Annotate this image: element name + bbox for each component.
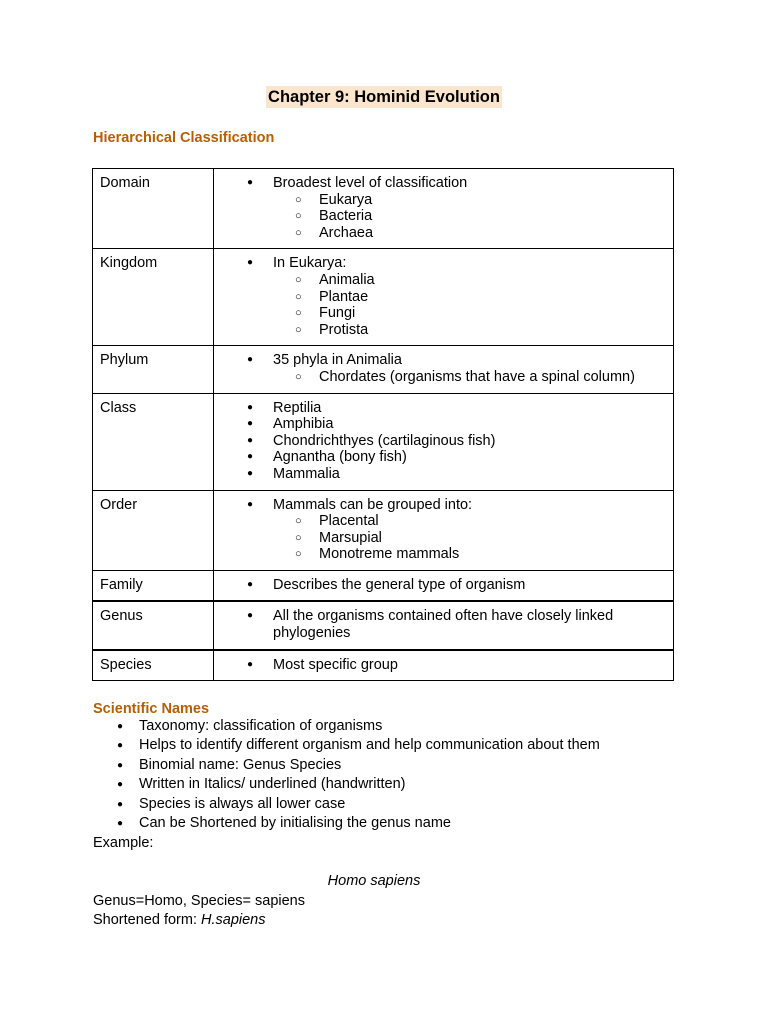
description-bullet-list — [221, 608, 673, 641]
description-bullet-list — [221, 352, 673, 385]
list-item — [266, 255, 673, 338]
title-container — [0, 86, 768, 108]
table-cell-level: Species — [93, 650, 214, 681]
list-item: ● Can be Shortened by initialising the genus name — [139, 814, 693, 833]
list-item-text: 35 phyla in Animalia — [273, 352, 402, 369]
shortened-form-label: Shortened form: — [93, 912, 201, 928]
list-item — [266, 352, 673, 385]
sub-bullet-list — [273, 272, 673, 338]
list-item-text: Mammals can be grouped into: — [273, 496, 473, 513]
list-item: ● Binomial name: Genus Species — [139, 756, 693, 775]
list-item: ● Taxonomy: classification of organisms — [139, 717, 693, 736]
example-binomial-name: Homo sapiens — [327, 873, 421, 889]
sub-list-item: ○ Fungi — [312, 305, 673, 322]
description-bullet-list — [221, 657, 673, 674]
sub-list-item: ○ Eukarya — [312, 192, 673, 209]
sub-list-item: ○ Monotreme mammals — [312, 546, 673, 563]
table-cell-level: Kingdom — [93, 249, 214, 346]
list-item — [266, 497, 673, 563]
list-item-text: Most specific group — [273, 656, 398, 673]
table-row — [93, 393, 674, 490]
sub-list-item: ○ Marsupial — [312, 530, 673, 547]
table-cell-level: Class — [93, 393, 214, 490]
list-item — [266, 608, 673, 641]
list-item — [266, 400, 673, 417]
heading-hierarchical-classification: Hierarchical Classification — [93, 130, 275, 146]
sub-list-item: ○ Animalia — [312, 272, 673, 289]
heading-scientific-names: Scientific Names — [93, 701, 210, 717]
list-item — [266, 433, 673, 450]
sub-bullet-list — [273, 369, 673, 386]
table-cell-description — [214, 249, 674, 346]
list-item-text: Mammalia — [273, 465, 340, 482]
table-cell-level: Domain — [93, 169, 214, 249]
table-cell-description — [214, 346, 674, 393]
classification-table-body — [93, 169, 674, 681]
list-item-text: Agnantha (bony fish) — [273, 449, 407, 466]
list-item-text: Amphibia — [273, 416, 334, 433]
table-cell-level: Family — [93, 570, 214, 601]
list-item: ● Written in Italics/ underlined (handwritten) — [139, 775, 693, 794]
table-cell-description — [214, 650, 674, 681]
list-item: ● Helps to identify different organism and help communication about them — [139, 736, 693, 755]
list-item-text: Broadest level of classification — [273, 175, 468, 191]
list-item — [266, 416, 673, 433]
table-cell-level: Genus — [93, 601, 214, 649]
description-bullet-list — [221, 577, 673, 594]
list-item-text: In Eukarya: — [273, 255, 347, 272]
list-item: ● Species is always all lower case — [139, 795, 693, 814]
description-bullet-list — [221, 175, 673, 241]
table-row — [93, 650, 674, 681]
table-cell-description — [214, 169, 674, 249]
page-title: Chapter 9: Hominid Evolution — [268, 88, 500, 106]
list-item — [266, 175, 673, 241]
table-cell-description — [214, 601, 674, 649]
table-row — [93, 570, 674, 601]
list-item-text: Reptilia — [273, 399, 322, 416]
table-row — [93, 601, 674, 649]
table-cell-description — [214, 570, 674, 601]
list-item — [266, 449, 673, 466]
sub-list-item: ○ Archaea — [312, 225, 673, 242]
description-bullet-list — [221, 497, 673, 563]
description-bullet-list — [221, 400, 673, 483]
sub-list-item: ○ Chordates (organisms that have a spinal column) — [312, 369, 673, 386]
sub-list-item: ○ Bacteria — [312, 208, 673, 225]
sub-list-item: ○ Plantae — [312, 289, 673, 306]
sub-list-item: ○ Protista — [312, 322, 673, 339]
scientific-names-list-container — [93, 717, 693, 833]
list-item — [266, 466, 673, 483]
shortened-form-value: H.sapiens — [201, 912, 266, 928]
sub-bullet-list — [273, 513, 673, 563]
sub-bullet-list — [273, 192, 673, 242]
list-item-text: Chondrichthyes (cartilaginous fish) — [273, 432, 496, 449]
genus-species-line: Genus=Homo, Species= sapiens — [93, 893, 305, 909]
example-label: Example: — [93, 835, 154, 851]
table-cell-level: Order — [93, 490, 214, 570]
table-cell-level: Phylum — [93, 346, 214, 393]
table-row — [93, 490, 674, 570]
table-row — [93, 249, 674, 346]
table-row — [93, 346, 674, 393]
list-item — [266, 657, 673, 674]
list-item — [266, 577, 673, 594]
sub-list-item: ○ Placental — [312, 513, 673, 530]
classification-table — [92, 168, 674, 681]
description-bullet-list — [221, 255, 673, 338]
list-item-text: Describes the general type of organism — [273, 576, 526, 593]
scientific-names-list — [93, 717, 693, 833]
table-cell-description — [214, 490, 674, 570]
list-item-text: All the organisms contained often have closely linked phylogenies — [273, 608, 614, 642]
table-cell-description — [214, 393, 674, 490]
shortened-form-line — [93, 911, 265, 930]
table-row — [93, 169, 674, 249]
